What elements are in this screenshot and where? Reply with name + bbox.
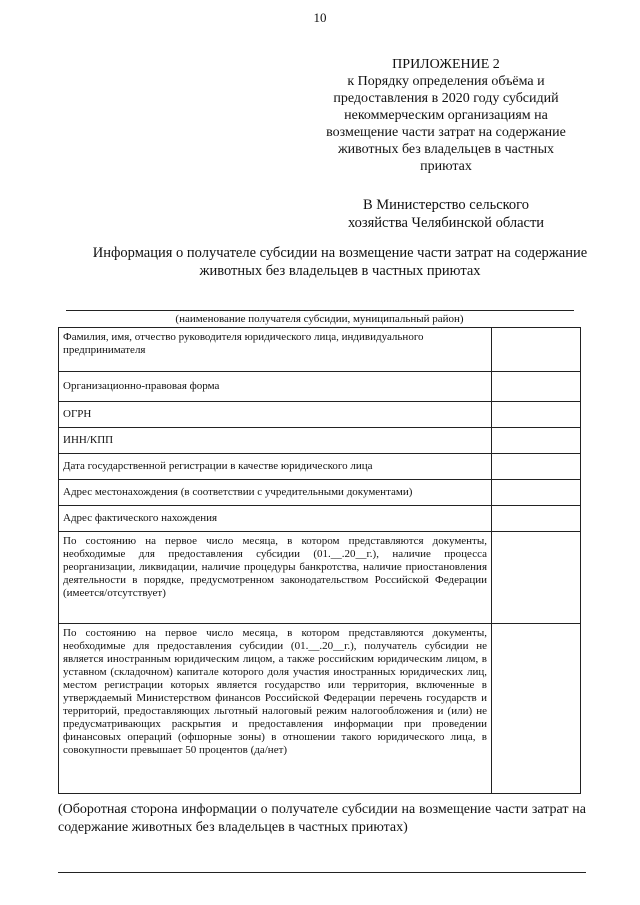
row-label: ИНН/КПП <box>59 428 492 454</box>
value-cell[interactable] <box>492 454 581 480</box>
bottom-divider <box>58 872 586 873</box>
row-label: Организационно-правовая форма <box>59 372 492 402</box>
recipient-address: В Министерство сельского хозяйства Челябинской области <box>347 197 545 231</box>
row-label: Дата государственной регистрации в качестве юридического лица <box>59 454 492 480</box>
info-table <box>58 312 581 794</box>
table-row <box>59 532 581 624</box>
value-cell[interactable] <box>492 624 581 794</box>
table-row <box>59 428 581 454</box>
appendix-title: ПРИЛОЖЕНИЕ 2 <box>392 57 500 72</box>
value-cell[interactable] <box>492 532 581 624</box>
table-row <box>59 372 581 402</box>
row-label: Адрес местонахождения (в соответствии с учредительными документами) <box>59 480 492 506</box>
value-cell[interactable] <box>492 328 581 372</box>
appendix-block <box>312 56 580 175</box>
page-number: 10 <box>313 10 327 25</box>
row-label: Фамилия, имя, отчество руководителя юридического лица, индивидуального предпринимателя <box>59 328 492 372</box>
table-row <box>59 454 581 480</box>
value-cell[interactable] <box>492 372 581 402</box>
back-side-note: (Оборотная сторона информации о получателе субсидии на возмещение части затрат на содержание животных без владельцев в частных приютах) <box>58 802 586 835</box>
table-row <box>59 328 581 372</box>
table-row <box>59 506 581 532</box>
value-cell[interactable] <box>492 428 581 454</box>
appendix-text: к Порядку определения объёма и предоставления в 2020 году субсидий некоммерческим организациям на возмещение части затрат на содержание животных без владельцев в частных приютах <box>326 74 566 174</box>
document-heading: Информация о получателе субсидии на возмещение части затрат на содержание животных без владельцев в частных приютах <box>92 245 588 279</box>
recipient-name-line[interactable] <box>66 310 574 311</box>
table-row <box>59 402 581 428</box>
value-cell[interactable] <box>492 402 581 428</box>
value-cell[interactable] <box>492 506 581 532</box>
row-label: По состоянию на первое число месяца, в котором представляются документы, необходимые для предоставления субсидии (01.__.20__г.), наличие процесса реорганизации, ликвидации, наличие процедуры банкротства, наличие приостановления деятельности в порядке, предусмотренном законодательством Российской Федерации (имеется/отсутствует) <box>59 532 492 624</box>
table-row <box>59 480 581 506</box>
name-caption: (наименование получателя субсидии, муниципальный район) <box>59 312 581 328</box>
row-label: ОГРН <box>59 402 492 428</box>
table-row <box>59 624 581 794</box>
caption-row <box>59 312 581 328</box>
row-label: Адрес фактического нахождения <box>59 506 492 532</box>
row-label: По состоянию на первое число месяца, в котором представляются документы, необходимые для предоставления субсидии (01.__.20__г.), получатель субсидии не является иностранным юридическим лицом, а также российским юридическим лицом, в уставном (складочном) капитале которого доля участия иностранных юридических лиц, местом регистрации которых является государство или территория, включенные в утверждаемый Министерством финансов Российской Федерации перечень государств и территорий, предоставляющих льготный налоговый режим налогообложения и (или) не предусматривающих раскрытия и предоставления информации при проведении финансовых операций (офшорные зоны) в отношении такого юридического лица, в совокупности превышает 50 процентов (да/нет) <box>59 624 492 794</box>
value-cell[interactable] <box>492 480 581 506</box>
